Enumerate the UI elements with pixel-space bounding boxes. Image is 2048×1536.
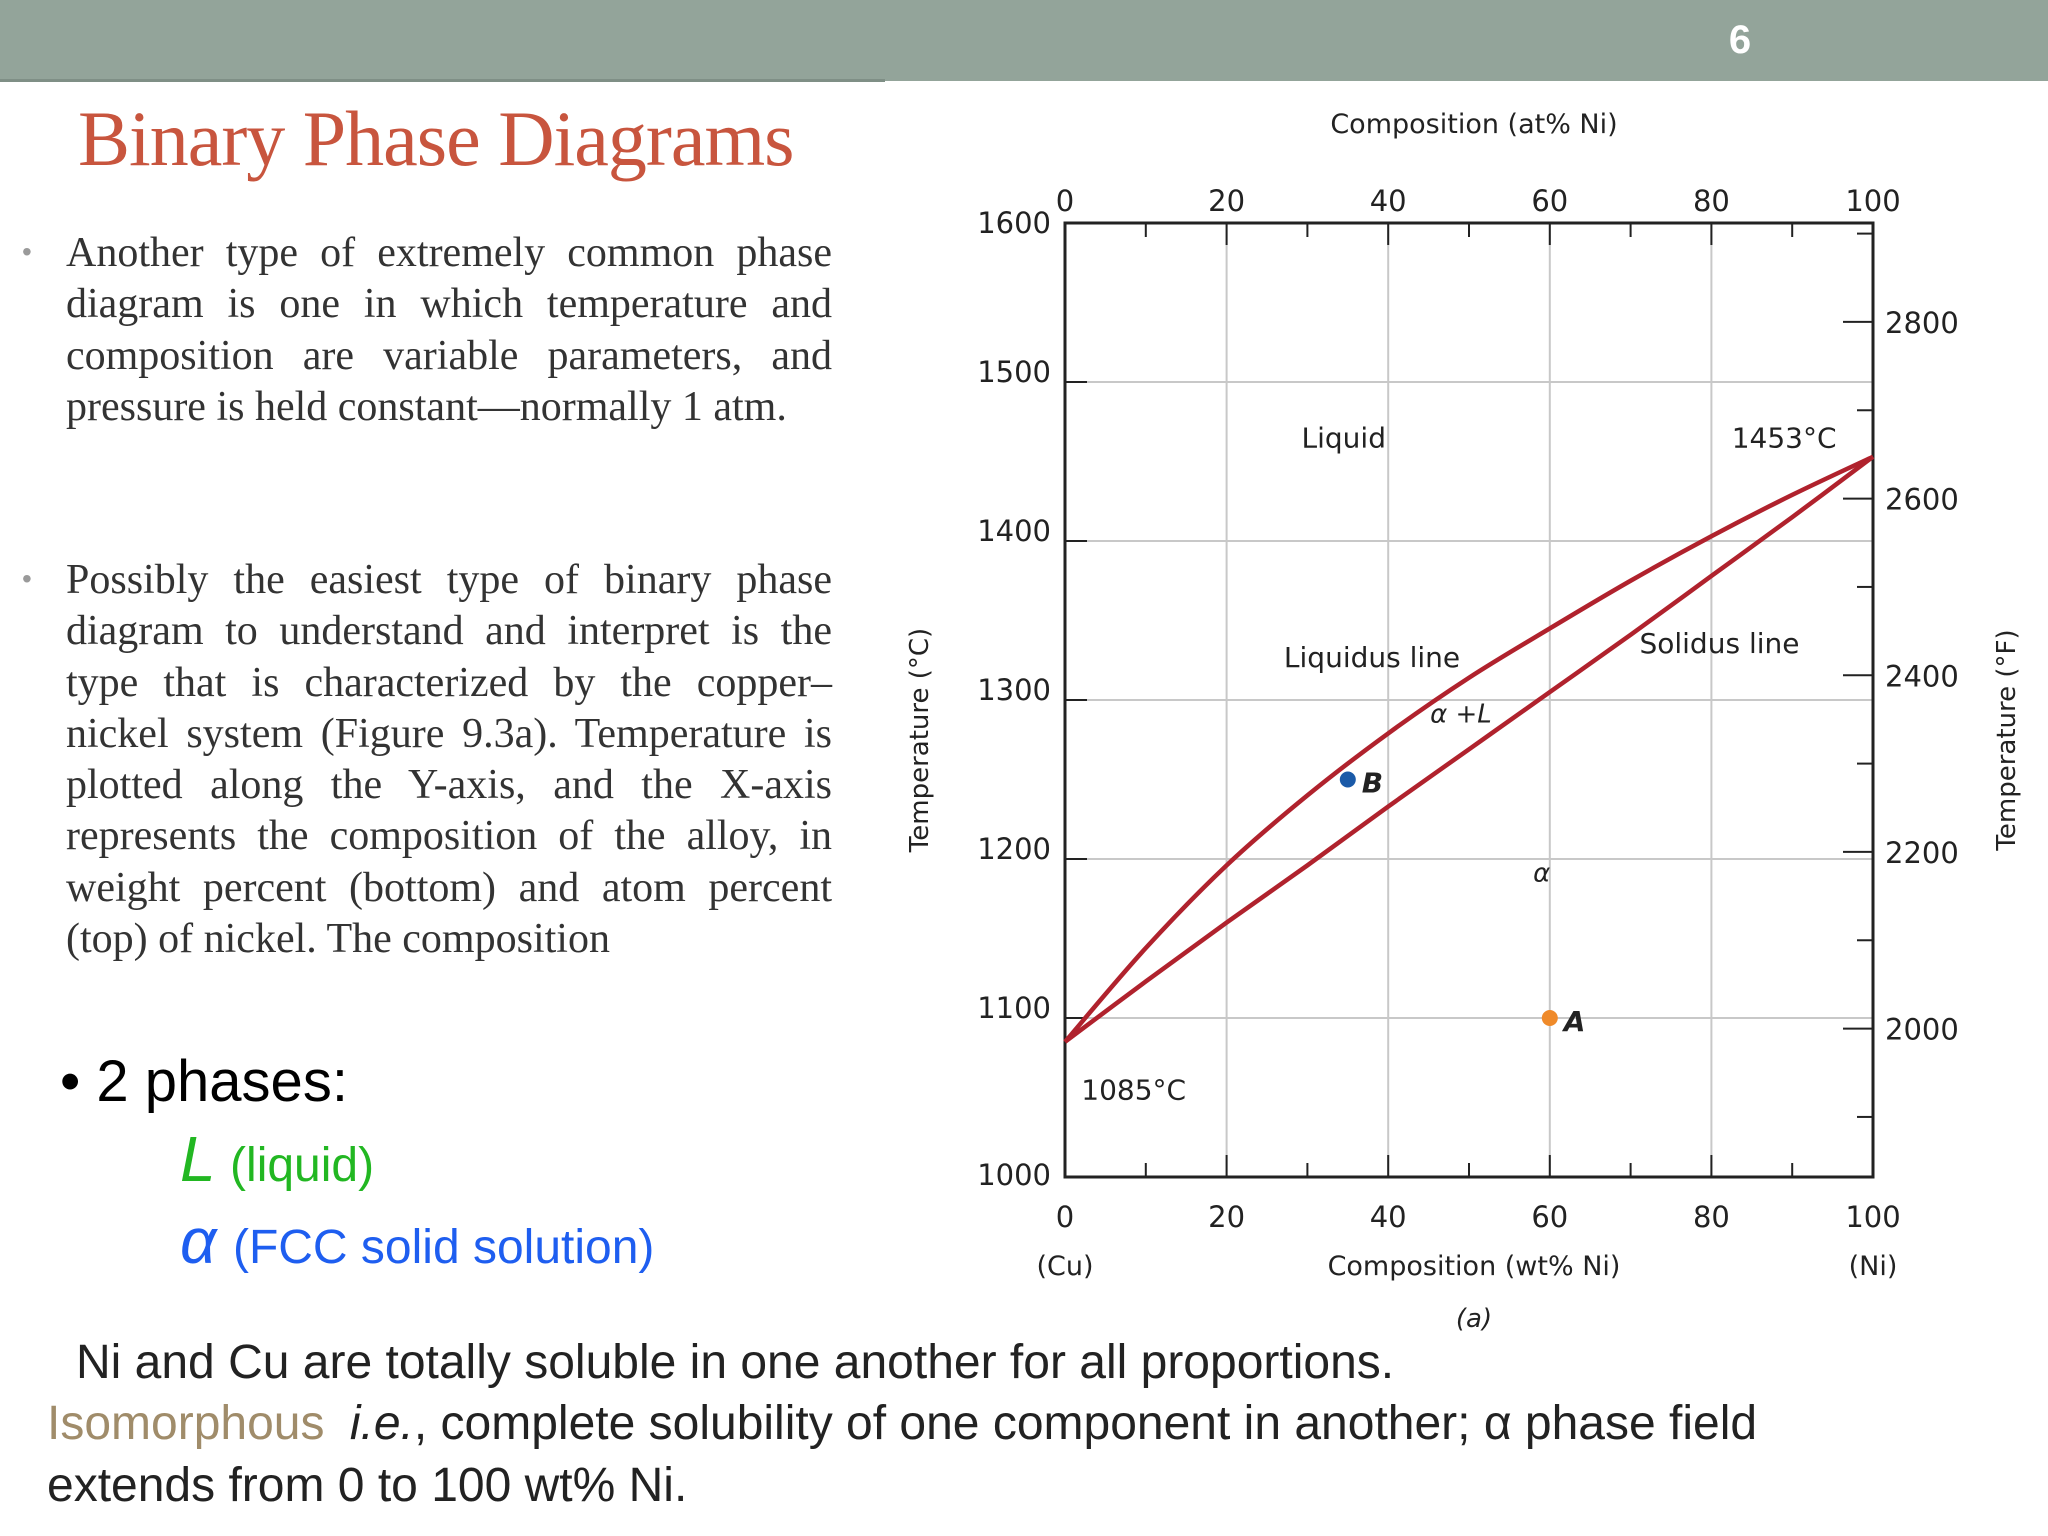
bottom-axis-label: Composition (wt% Ni) [1327, 1251, 1621, 1282]
isomorphous-term: Isomorphous [47, 1397, 325, 1450]
top-tick-label: 80 [1692, 184, 1730, 218]
left-tick-label: 1200 [977, 832, 1051, 866]
annotation-5: α [1533, 858, 1551, 889]
banner-underline [0, 79, 885, 82]
bottom-line-2 [47, 1396, 1757, 1451]
bottom-tick-label: 0 [1055, 1200, 1075, 1234]
annotation-0: Liquid [1301, 421, 1386, 455]
slide-number: 6 [1728, 18, 1752, 62]
bullet-dot-2: • [22, 563, 32, 594]
cu-end-label: (Cu) [1036, 1251, 1094, 1282]
left-tick-label: 1300 [977, 673, 1051, 707]
top-tick-label: 100 [1845, 184, 1901, 218]
bottom-line-3: extends from 0 to 100 wt% Ni. [47, 1459, 688, 1512]
point-a-label: A [1563, 1005, 1586, 1038]
left-tick-label: 1100 [977, 991, 1051, 1025]
phase-diagram-svg [885, 95, 2048, 1345]
phase-alpha-label: (FCC solid solution) [232, 1221, 655, 1274]
left-tick-label: 1400 [977, 514, 1051, 548]
right-tick-label: 2800 [1885, 305, 1959, 340]
top-tick-label: 40 [1369, 184, 1407, 218]
ni-end-label: (Ni) [1848, 1251, 1898, 1282]
figure-caption: (a) [1455, 1304, 1493, 1334]
bottom-tick-label: 60 [1531, 1200, 1569, 1234]
bottom-tick-label: 100 [1845, 1200, 1901, 1234]
right-tick-label: 2600 [1885, 482, 1959, 517]
annotation-4: α +L [1430, 699, 1492, 730]
point-b-marker [1340, 772, 1356, 788]
solidus-curve [1065, 457, 1873, 1042]
phase-alpha [180, 1204, 654, 1278]
slide-title: Binary Phase Diagrams [78, 95, 794, 182]
top-banner [0, 0, 2048, 81]
annotation-1: 1453°C [1731, 421, 1837, 455]
bottom-line-1: Ni and Cu are totally soluble in one another for all proportions. [76, 1336, 1395, 1389]
bottom-tick-label: 20 [1208, 1200, 1246, 1234]
top-tick-label: 20 [1208, 184, 1246, 218]
bottom-line-2-rest: , complete solubility of one component in another; α phase field [413, 1397, 1758, 1450]
annotation-3: Solidus line [1639, 626, 1800, 660]
annotation-2: Liquidus line [1283, 641, 1461, 675]
top-tick-label: 0 [1055, 184, 1075, 218]
top-tick-label: 60 [1531, 184, 1569, 218]
top-axis-label: Composition (at% Ni) [1330, 109, 1618, 140]
right-tick-label: 2000 [1885, 1012, 1959, 1047]
left-tick-label: 1500 [977, 355, 1051, 389]
right-tick-label: 2200 [1885, 835, 1959, 870]
phase-liquid [180, 1122, 374, 1196]
right-axis-label: Temperature (°F) [1992, 629, 2022, 851]
right-tick-label: 2400 [1885, 659, 1959, 694]
phases-heading: • 2 phases: [60, 1049, 348, 1114]
left-tick-label: 1000 [977, 1158, 1051, 1192]
bullet-paragraph-1: Another type of extremely common phase diagram is one in which temperature and composition are variable parameters, and pressure is held constant—normally 1 atm. [66, 230, 832, 430]
annotation-6: 1085°C [1081, 1073, 1187, 1107]
cu-ni-phase-diagram [885, 95, 2048, 1345]
ie-text: i.e. [349, 1397, 414, 1450]
point-a-marker [1542, 1010, 1558, 1026]
point-b-label: B [1361, 766, 1384, 800]
phase-liquid-symbol: L [180, 1123, 216, 1195]
phase-liquid-label: (liquid) [230, 1139, 375, 1192]
phase-alpha-symbol: α [180, 1205, 217, 1277]
bullet-dot-1: • [22, 236, 32, 267]
left-axis-label: Temperature (°C) [905, 627, 935, 853]
bullet-paragraph-2: Possibly the easiest type of binary phase diagram to understand and interpret is the type that is characterized by the copper–nickel system (Figure 9.3a). Temperature is plotted along the Y-axis, and the X-axis represents the composition of the alloy, in weight percent (bottom) and atom percent (top) of nickel. The composition [66, 557, 832, 963]
left-tick-label: 1600 [977, 206, 1051, 240]
bottom-tick-label: 80 [1692, 1200, 1730, 1234]
bottom-tick-label: 40 [1369, 1200, 1407, 1234]
